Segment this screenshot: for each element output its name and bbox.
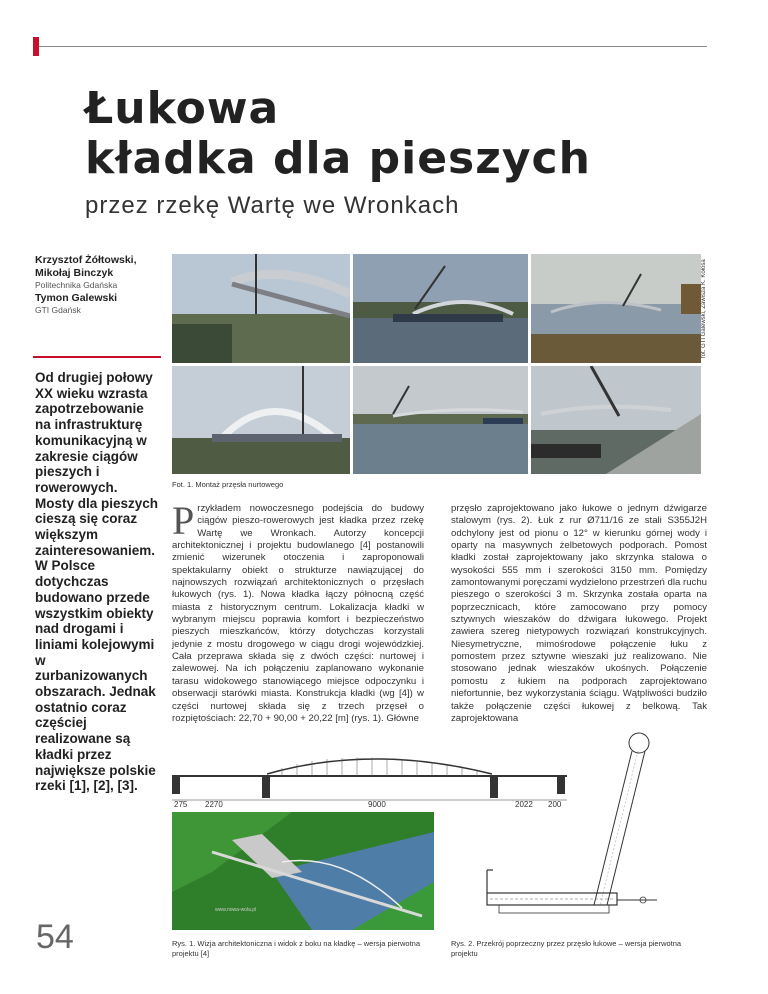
bridge-cross-section-drawing bbox=[457, 725, 707, 930]
photo-arch-crane-2 bbox=[353, 254, 528, 363]
dim-label-3: 9000 bbox=[368, 800, 386, 809]
dim-label-2: 2270 bbox=[205, 800, 223, 809]
dim-label-4: 2022 bbox=[515, 800, 533, 809]
author-affiliation: Politechnika Gdańska bbox=[35, 280, 118, 290]
photo-arch-crane-3 bbox=[531, 254, 701, 363]
photo-arch-river bbox=[353, 366, 528, 474]
figure-caption-rys2: Rys. 2. Przekrój poprzeczny przez przęsło łukowe – wersja pierwotna projektu bbox=[451, 939, 682, 958]
lead-paragraph: Od drugiej połowy XX wieku wzrasta zapotrzebowanie na infrastrukturę komunikacyjną w zakresie ciągów pieszych i rowerowych. Mosty dla pieszych cieszą się coraz większym zainteresowaniem. W Polsce dotychczas budowano przede wszystkim obiekty nad drogami i liniami kolejowymi w zurbanizowanych obszarach. Jednak ostatnio coraz częściej realizowane są kładki przez największe polskie rzeki [1], [2], [3]. bbox=[35, 370, 159, 794]
author-names: Krzysztof Żółtowski, bbox=[35, 254, 137, 266]
photo-arch-lift-1 bbox=[172, 366, 350, 474]
photo-arch-barge bbox=[531, 366, 701, 474]
body-text-col1: rzykładem nowoczesnego podejścia do budowy ciągów pieszo-rowerowych jest kładka przez rzekę Wartę we Wronkach. Autorzy koncepcji architektonicznej i projektu budowlanego [4] postanowili zmienić wizerunek otoczenia i zaproponowali spektakularny obiekt o strukturze nawiązującej do najnowszych rozwiązań architektonicznych o przęsłach łukowych (rys. 1). Nowa kładka łączy północną część miasta z historycznym centrum. Lokalizacja kładki w wybranym miejscu poprawia komfort i bezpieczeństwo pieszych mieszkańców, którzy dotychczas korzystali jedynie z mostu drogowego w ciągu drogi wojewódzkiej. Cała przeprawa składa się z dwóch części: nurtowej i zalewowej. Na ich połączeniu zaplanowano wykonanie tarasu widokowego stanowiącego miejsce odpoczynku i obserwacji starówki miasta. Konstrukcja kładki (wg [4]) w części nurtowej składa się z trzech przęseł o rozpiętościach: 22,70 + 90,00 + 20,22 [m] (rys. 1). Główne bbox=[172, 503, 424, 724]
author-block-2 bbox=[35, 292, 165, 316]
figure-caption-rys1: Rys. 1. Wizja architektoniczna i widok z boku na kładkę – wersja pierwotna projektu [4] bbox=[172, 939, 421, 958]
body-column-2: przęsło zaprojektowano jako łukowe o jednym dźwigarze stalowym (rys. 2). Łuk z rur Ø711/16 ze stali S355J2H odchylony jest od pionu o 12° w kierunku górnej wody i oparty na masywnych żelbetowych podporach. Pomost kładki został zaprojektowany jako skrzynka stalowa o wysokości 555 mm i szerokości 3150 mm. Pomiędzy zamontowanymi poręczami wydzielono przestrzeń dla ruchu pieszego o szerokości 3 m. Skrzynka została oparta na poprzecznicach, które zamocowano przy pomocy sztywnych wieszaków do dźwigara łukowego. Projekt zawiera szereg nietypowych rozwiązań konstrukcyjnych. Niesymetryczne, mimośrodowe połączenie łuku z pomostem przez sztywne wieszaki już realizowano. Nie stosowano jednak wieszaków ukośnych. Połączenie pomostu z łukiem na podporach zaprojektowano niefortunnie, bez wykorzystania ściągu. Wątpliwości budziło także połączenie części łukowej z belkową. Tak zaprojektowana bbox=[451, 503, 707, 724]
page-number: 54 bbox=[36, 918, 74, 956]
body-column-1 bbox=[172, 498, 424, 725]
dim-label-1: 275 bbox=[174, 800, 188, 809]
author-affiliation: GTI Gdańsk bbox=[35, 305, 81, 315]
architectural-render bbox=[172, 812, 434, 930]
drop-cap: P bbox=[172, 498, 195, 543]
dim-label-5: 200 bbox=[548, 800, 562, 809]
author-names: Tymon Galewski bbox=[35, 292, 118, 304]
photo-arch-crane-1 bbox=[172, 254, 350, 363]
article-title-line2: kładka dla pieszych bbox=[85, 133, 591, 184]
author-names: Mikołaj Binczyk bbox=[35, 267, 114, 279]
photo-credit: fot. GTI Galewski, Zawisza K. Kołosa bbox=[701, 259, 707, 358]
article-title-line1: Łukowa bbox=[85, 83, 280, 134]
article-subtitle: przez rzekę Wartę we Wronkach bbox=[85, 192, 460, 219]
lead-rule bbox=[33, 356, 161, 358]
render-watermark: www.nowa-wola.pl bbox=[215, 907, 257, 913]
header-rule bbox=[39, 46, 707, 47]
author-block-1 bbox=[35, 254, 165, 291]
figure-caption-fot1: Fot. 1. Montaż przęsła nurtowego bbox=[172, 480, 284, 489]
